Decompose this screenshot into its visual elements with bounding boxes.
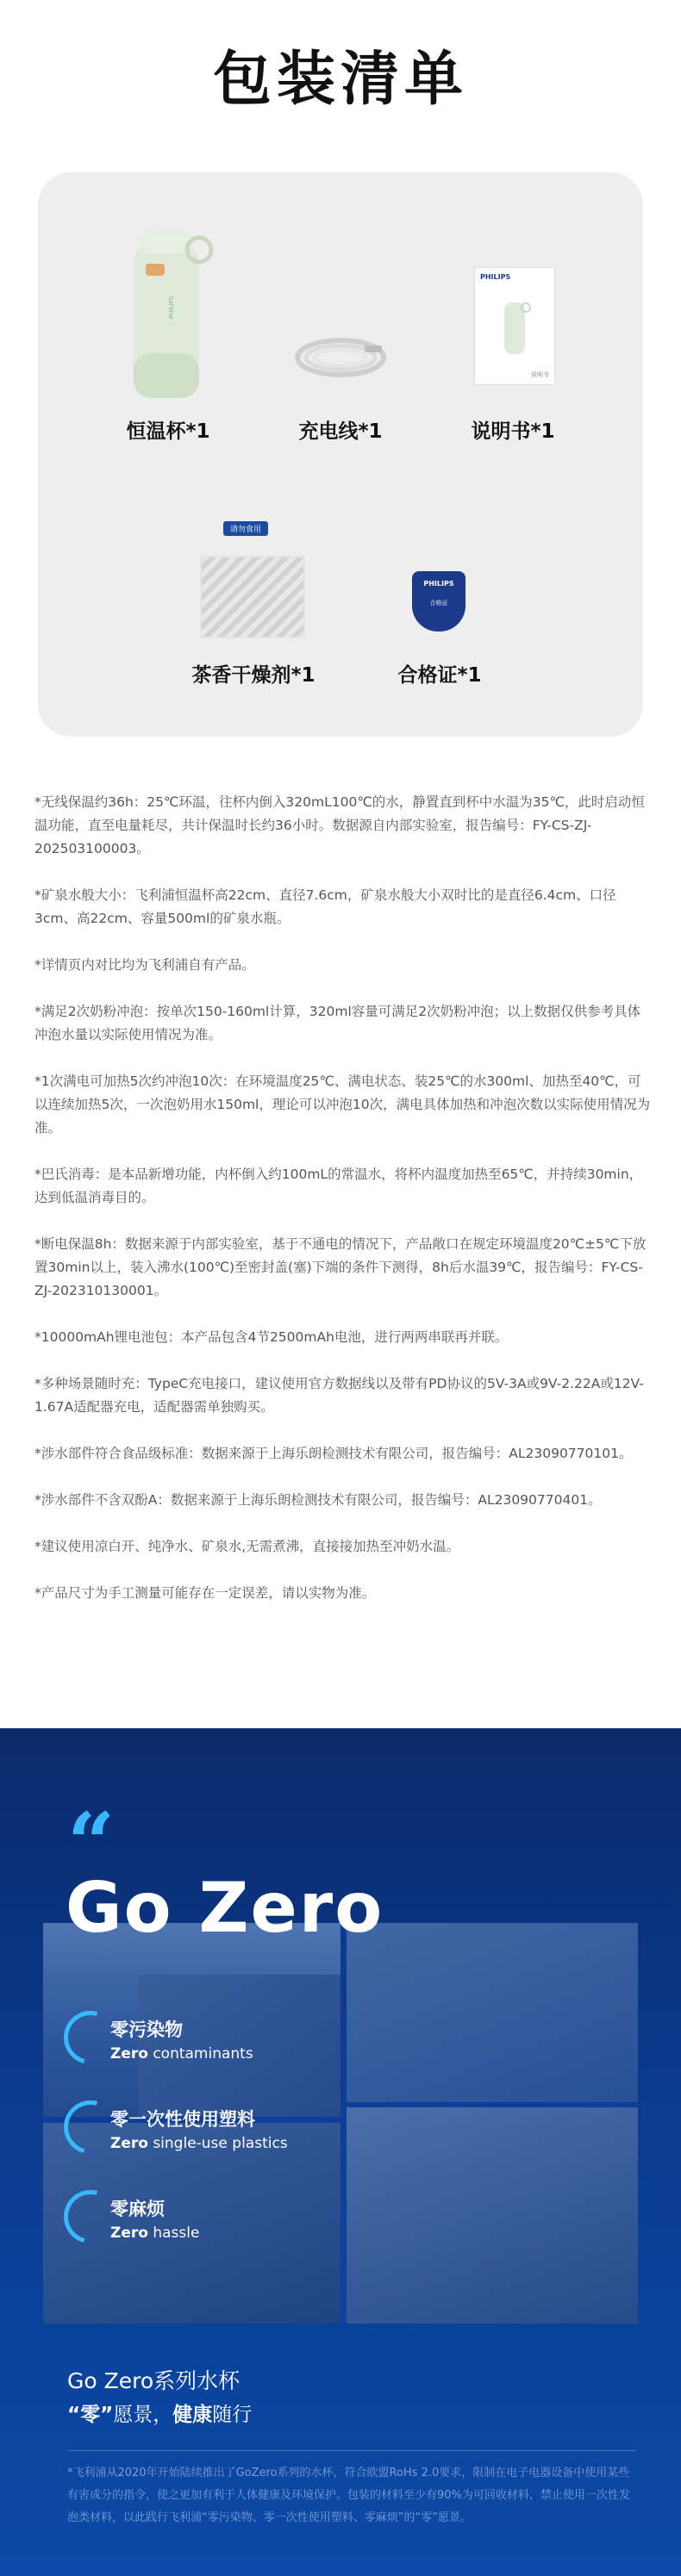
- claim-zero-plastics: [69, 2097, 345, 2187]
- claim-zero-hassle: [69, 2187, 345, 2276]
- series-title: Go Zero系列水杯: [67, 2368, 241, 2393]
- note: *矿泉水般大小：飞利浦恒温杯高22cm、直径7.6cm，矿泉水般大小双时比的是直径6.4cm、口径3cm、高22cm、容量500ml的矿泉水瓶。: [34, 887, 616, 926]
- item-manual: [431, 224, 595, 448]
- item-label: 说明书*1: [471, 420, 555, 443]
- note: *断电保温8h：数据来源于内部实验室，基于不通电的情况下，产品敞口在规定环境温度20℃±5℃下放置30min以上，装入沸水(100℃)至密封盖(塞)下端的条件下测得，8h后水温39℃，报告编号：FY-CS-ZJ-202310130001。: [34, 1236, 647, 1298]
- claim-en-rest: hassle: [147, 2224, 200, 2242]
- promo-divider: [67, 2450, 636, 2451]
- manual-image: [474, 267, 555, 385]
- claim-en: [110, 2045, 253, 2063]
- note: *详情页内对比均为飞利浦自有产品。: [34, 957, 255, 973]
- note: *巴氏消毒：是本品新增功能，内杯倒入约100mL的常温水，将杯内温度加热至65℃，并持续30min，达到低温消毒目的。: [34, 1167, 643, 1205]
- slogan-accompany: 随行: [212, 2404, 253, 2426]
- certificate-image: [412, 571, 465, 632]
- item-label: 茶香干燥剂*1: [191, 664, 316, 687]
- note: *无线保温约36h：25℃环温，往杯内倒入320mL100℃的水，静置直到杯中水温为35℃，此时启动恒温功能，直至电量耗尽，共计保温时长约36小时。数据源自内部实验室，报告编号：FY-CS-ZJ-202503100003。: [34, 794, 645, 856]
- desiccant-tag: 请勿食用: [223, 521, 268, 536]
- package-contents-card: [38, 172, 643, 737]
- series-slogan: [67, 2399, 252, 2427]
- item-label: 充电线*1: [298, 420, 383, 443]
- note: *10000mAh锂电池包：本产品包含4节2500mAh电池，进行两两串联再并联。: [34, 1329, 509, 1345]
- item-label: 恒温杯*1: [126, 420, 210, 443]
- item-desiccant: [159, 521, 348, 711]
- manual-cup-icon: [497, 297, 532, 358]
- certificate-brand: PHILIPS: [423, 580, 454, 588]
- claim-cn: 零一次性使用塑料: [110, 2109, 255, 2130]
- note: *满足2次奶粉冲泡：按单次150-160ml计算，320ml容量可满足2次奶粉冲泡；以上数据仅供参考具体冲泡水量以实际使用情况为准。: [34, 1004, 641, 1042]
- claim-zero-contaminants: [69, 2007, 345, 2097]
- claim-en-rest: single-use plastics: [147, 2135, 288, 2152]
- manual-brand: PHILIPS: [480, 273, 511, 281]
- manual-caption: 说明书: [531, 371, 549, 378]
- claim-en: [110, 2224, 199, 2242]
- slogan-health: 健康: [172, 2404, 213, 2426]
- go-zero-headline: Go Zero: [66, 1868, 384, 1948]
- item-charging-cable: [259, 224, 422, 448]
- quote-mark: “: [67, 1795, 116, 1892]
- charging-cable-image: [289, 323, 392, 392]
- claim-en-bold: Zero: [110, 2045, 148, 2063]
- disclaimer-notes: [34, 791, 651, 1605]
- page-title: 包装清单: [212, 46, 468, 114]
- zero-claims-list: [69, 2007, 345, 2276]
- item-label: 合格证*1: [397, 664, 482, 687]
- claim-cn: 零污染物: [110, 2019, 183, 2040]
- item-certificate: [345, 521, 534, 711]
- slogan-vision: 愿景，: [113, 2404, 173, 2426]
- promo-fine-print: *飞利浦从2020年开始陆续推出了GoZero系列的水杯，符合欧盟RoHs 2.0要求，限制在电子电器设备中使用某些有害成分的指令，使之更加有利于人体健康及环境保护。包装的材料至少有90%为可回收材料，禁止使用一次性发泡类材料，以此践行飞利浦“零污染物、零一次性使用塑料、零麻烦”的“零”愿景。: [67, 2467, 630, 2524]
- claim-en: [110, 2135, 288, 2152]
- svg-text:PHILIPS: PHILIPS: [168, 296, 175, 319]
- claim-en-bold: Zero: [110, 2224, 148, 2242]
- desiccant-image: [200, 556, 305, 638]
- note: *涉水部件符合食品级标准：数据来源于上海乐朗检测技术有限公司，报告编号：AL23090770101。: [34, 1446, 633, 1461]
- thermos-cup-image: [116, 224, 220, 405]
- claim-en-bold: Zero: [110, 2135, 148, 2152]
- note: *多种场景随时充：TypeC充电接口，建议使用官方数据线以及带有PD协议的5V-3A或9V-2.22A或12V-1.67A适配器充电，适配器需单独购买。: [34, 1376, 644, 1415]
- note: *涉水部件不含双酚A：数据来源于上海乐朗检测技术有限公司，报告编号：AL23090770401。: [34, 1492, 602, 1508]
- note: *1次满电可加热5次约冲泡10次：在环境温度25℃、满电状态、装25℃的水300ml、加热至40℃，可以连续加热5次，一次泡奶用水150ml，理论可以冲泡10次，满电具体加热和冲泡次数以实际使用情况为准。: [34, 1073, 651, 1136]
- note: *建议使用凉白开、纯净水、矿泉水,无需煮沸，直接接加热至冲奶水温。: [34, 1539, 460, 1554]
- claim-en-rest: contaminants: [147, 2045, 253, 2063]
- item-thermos-cup: [86, 224, 250, 448]
- note: *产品尺寸为手工测量可能存在一定误差，请以实物为准。: [34, 1585, 376, 1601]
- claim-cn: 零麻烦: [110, 2199, 165, 2219]
- certificate-text: 合格证: [429, 600, 448, 607]
- slogan-zero: “零”: [67, 2404, 114, 2426]
